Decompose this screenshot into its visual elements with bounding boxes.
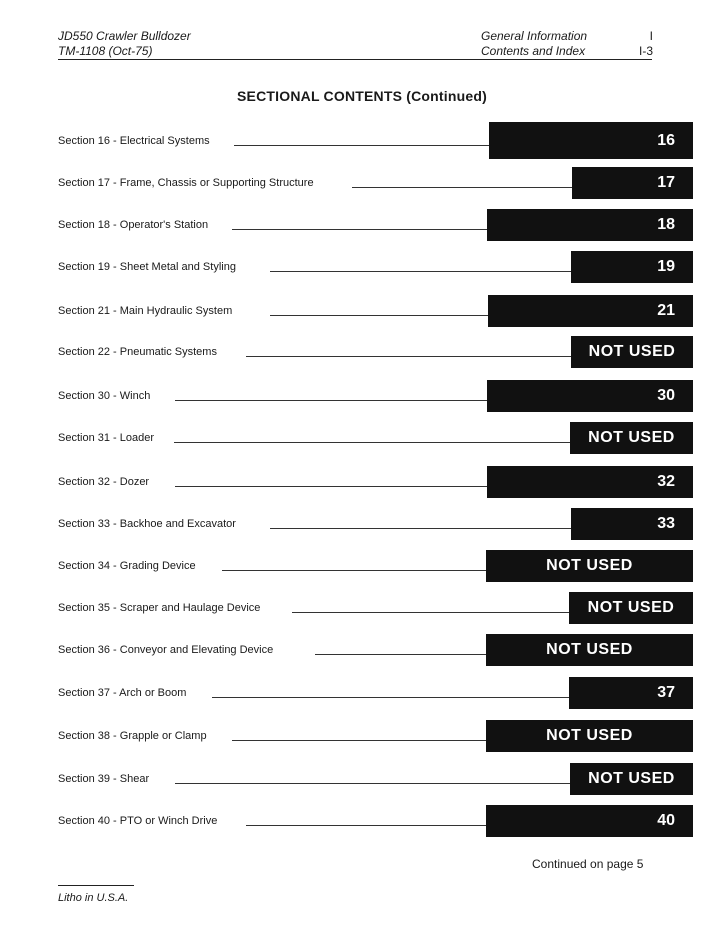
- section-tab[interactable]: 17: [572, 167, 693, 199]
- toc-leader-line: [234, 145, 489, 146]
- toc-entry-label: Section 19 - Sheet Metal and Styling: [58, 261, 236, 273]
- section-name: General Information: [481, 29, 588, 43]
- toc-leader-line: [174, 442, 570, 443]
- continued-note: Continued on page 5: [532, 857, 644, 871]
- subsection-name: Contents and Index: [481, 44, 586, 58]
- toc-leader-line: [175, 783, 570, 784]
- header-page-number: [631, 29, 653, 59]
- toc-entry-label: Section 22 - Pneumatic Systems: [58, 346, 217, 358]
- section-number: I: [649, 29, 653, 43]
- toc-entry-label: Section 34 - Grading Device: [58, 560, 196, 572]
- toc-entry-label: Section 18 - Operator's Station: [58, 219, 209, 231]
- manual-number: TM-1108 (Oct-75): [58, 44, 153, 58]
- toc-leader-line: [315, 654, 486, 655]
- toc-entry-label: Section 17 - Frame, Chassis or Supporting Structure: [58, 177, 314, 189]
- toc-entry-label: Section 37 - Arch or Boom: [58, 687, 187, 699]
- section-tab[interactable]: NOT USED: [486, 634, 693, 666]
- header-manual-info: [58, 29, 191, 59]
- header-section-info: [481, 29, 587, 59]
- section-tab[interactable]: 19: [571, 251, 693, 283]
- toc-entry-label: Section 31 - Loader: [58, 432, 155, 444]
- section-tab[interactable]: 33: [571, 508, 693, 540]
- section-tab[interactable]: 32: [487, 466, 693, 498]
- toc-leader-line: [246, 356, 571, 357]
- toc-entry-label: Section 36 - Conveyor and Elevating Device: [58, 644, 274, 656]
- toc-leader-line: [175, 486, 487, 487]
- toc-leader-line: [175, 400, 487, 401]
- section-tab[interactable]: 18: [487, 209, 693, 241]
- toc-entry-label: Section 40 - PTO or Winch Drive: [58, 815, 218, 827]
- footer-divider: [58, 885, 134, 886]
- toc-leader-line: [270, 271, 571, 272]
- toc-leader-line: [270, 315, 488, 316]
- toc-leader-line: [270, 528, 571, 529]
- toc-leader-line: [352, 187, 572, 188]
- toc-entry-label: Section 32 - Dozer: [58, 476, 150, 488]
- toc-entry-label: Section 16 - Electrical Systems: [58, 135, 210, 147]
- toc-entry-label: Section 30 - Winch: [58, 390, 151, 402]
- section-tab[interactable]: NOT USED: [571, 336, 693, 368]
- manual-title: JD550 Crawler Bulldozer: [58, 29, 191, 43]
- section-tab[interactable]: 40: [486, 805, 693, 837]
- section-tab[interactable]: NOT USED: [569, 592, 693, 624]
- section-tab[interactable]: 30: [487, 380, 693, 412]
- toc-entry-label: Section 39 - Shear: [58, 773, 150, 785]
- section-tab[interactable]: NOT USED: [486, 720, 693, 752]
- section-tab[interactable]: NOT USED: [570, 422, 693, 454]
- toc-leader-line: [232, 740, 486, 741]
- toc-leader-line: [212, 697, 569, 698]
- footer-litho: Litho in U.S.A.: [58, 892, 129, 904]
- section-tab[interactable]: 37: [569, 677, 693, 709]
- section-tab[interactable]: 21: [488, 295, 693, 327]
- section-tab[interactable]: NOT USED: [570, 763, 693, 795]
- toc-leader-line: [292, 612, 569, 613]
- toc-leader-line: [232, 229, 487, 230]
- toc-leader-line: [246, 825, 486, 826]
- toc-entry-label: Section 33 - Backhoe and Excavator: [58, 518, 236, 530]
- section-tab[interactable]: NOT USED: [486, 550, 693, 582]
- header-divider: [58, 59, 652, 60]
- section-tab[interactable]: 16: [489, 122, 693, 159]
- toc-entry-label: Section 38 - Grapple or Clamp: [58, 730, 207, 742]
- toc-leader-line: [222, 570, 486, 571]
- page-title: SECTIONAL CONTENTS (Continued): [237, 88, 487, 104]
- toc-entry-label: Section 35 - Scraper and Haulage Device: [58, 602, 261, 614]
- page-number: I-3: [638, 44, 653, 58]
- toc-entry-label: Section 21 - Main Hydraulic System: [58, 305, 233, 317]
